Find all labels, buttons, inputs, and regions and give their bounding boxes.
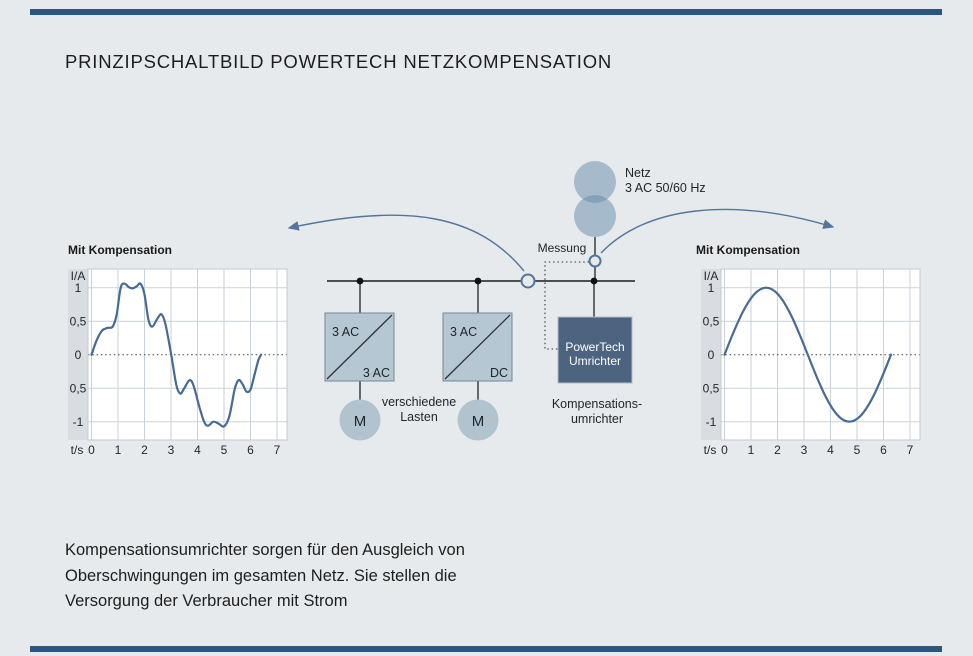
- measurement-circle-bus: [522, 275, 535, 288]
- x-tick-label: 3: [167, 443, 175, 457]
- y-tick-label: 0,5: [702, 314, 720, 329]
- description-line: Oberschwingungen im gesamten Netz. Sie stellen die: [65, 566, 457, 585]
- x-tick-label: 1: [114, 443, 122, 457]
- x-tick-label: 2: [774, 443, 781, 457]
- y-tick-label: 0,5: [702, 381, 720, 396]
- x-tick-label: 4: [827, 443, 834, 457]
- chart-title-right: Mit Kompensation: [696, 243, 800, 257]
- x-tick-label: 0: [721, 443, 728, 457]
- converter2-top-label: 3 AC: [450, 325, 478, 339]
- x-tick-label: 7: [906, 443, 914, 457]
- comp-label-line2: umrichter: [570, 412, 624, 426]
- x-tick-label: 4: [194, 443, 201, 457]
- circuit-diagram: [270, 150, 850, 450]
- netz-label: Netz: [625, 166, 651, 180]
- x-tick-label: 2: [141, 443, 148, 457]
- comp-label-line1: Kompensations-: [551, 397, 643, 411]
- loads-label-line2: Lasten: [400, 410, 438, 424]
- converter-box-2: [443, 313, 512, 381]
- description-line: Versorgung der Verbraucher mit Strom: [65, 592, 348, 610]
- netz-symbol: [574, 161, 616, 237]
- x-tick-label: 0: [88, 443, 95, 457]
- y-tick-label: 0,5: [69, 381, 87, 396]
- chart-title-left: Mit Kompensation: [68, 243, 172, 257]
- motor2-label: M: [471, 413, 485, 430]
- y-axis-unit: I/A: [70, 269, 86, 283]
- x-tick-label: 6: [247, 443, 254, 457]
- junction-dot-3: [591, 278, 598, 285]
- x-axis-unit: t/s: [703, 443, 717, 457]
- measurement-circle-netz: [590, 256, 601, 267]
- arrow-to-left-chart: [289, 215, 524, 271]
- powertech-label-line2: Umrichter: [568, 354, 622, 368]
- powertech-box: [558, 317, 632, 383]
- y-tick-label: 0: [707, 348, 715, 363]
- y-tick-label: -1: [72, 415, 84, 430]
- current-chart-with-harmonics: [66, 266, 294, 462]
- y-tick-label: -1: [705, 415, 717, 430]
- netz-sub-label: 3 AC 50/60 Hz: [625, 181, 706, 195]
- x-tick-label: 6: [880, 443, 887, 457]
- x-tick-label: 1: [747, 443, 755, 457]
- page-title: PRINZIPSCHALTBILD POWERTECH NETZKOMPENSATION: [65, 51, 613, 72]
- junction-dot-1: [357, 278, 364, 285]
- converter1-top-label: 3 AC: [332, 325, 360, 339]
- y-tick-label: 0,5: [69, 314, 87, 329]
- junction-dot-2: [475, 278, 482, 285]
- loads-label-line1: verschiedene: [381, 395, 457, 409]
- x-tick-label: 5: [220, 443, 228, 457]
- y-tick-label: 1: [74, 281, 82, 296]
- y-tick-label: 1: [707, 281, 715, 296]
- messung-label: Messung: [537, 241, 587, 255]
- arrow-to-right-chart: [601, 209, 833, 253]
- x-axis-unit: t/s: [70, 443, 84, 457]
- x-tick-label: 7: [273, 443, 281, 457]
- description-text: [65, 538, 465, 615]
- bottom-accent-bar: [30, 646, 942, 652]
- motor1-label: M: [353, 413, 367, 430]
- y-axis-unit: I/A: [703, 269, 719, 283]
- top-accent-bar: [30, 9, 942, 15]
- powertech-label-line1: PowerTech: [565, 340, 625, 354]
- description-line: Kompensationsumrichter sorgen für den Ausgleich von: [65, 541, 465, 559]
- converter1-bottom-label: 3 AC: [362, 366, 390, 380]
- x-tick-label: 3: [800, 443, 808, 457]
- x-tick-label: 5: [853, 443, 861, 457]
- netz-circle-bottom: [574, 195, 616, 237]
- converter-box-1: [325, 313, 394, 381]
- y-tick-label: 0: [74, 348, 82, 363]
- converter2-bottom-label: DC: [489, 366, 508, 380]
